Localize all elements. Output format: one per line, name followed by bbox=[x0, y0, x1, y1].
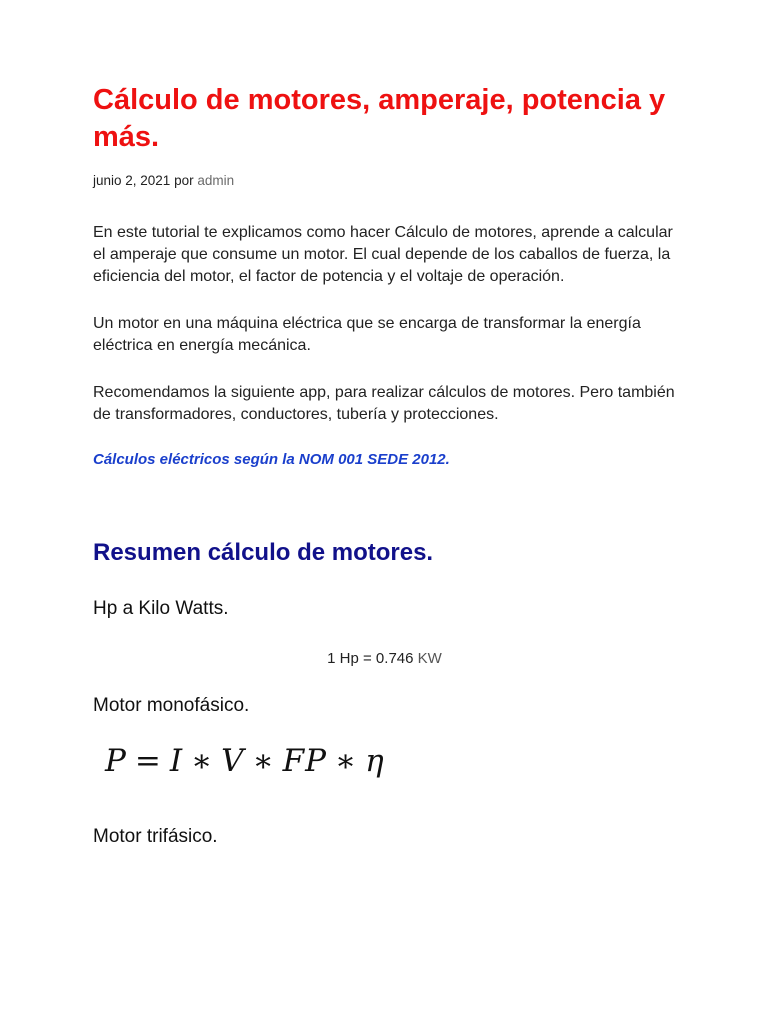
hp-to-kw-heading: Hp a Kilo Watts. bbox=[93, 598, 229, 619]
three-phase-heading: Motor trifásico. bbox=[93, 826, 218, 847]
single-phase-heading: Motor monofásico. bbox=[93, 695, 250, 716]
formula-p: P bbox=[105, 743, 127, 779]
author-link[interactable]: admin bbox=[197, 173, 235, 188]
hp-equation-unit: KW bbox=[417, 650, 442, 667]
formula-times-3: ∗ bbox=[335, 743, 358, 779]
motor-definition-paragraph: Un motor en una máquina eléctrica que se encarga de transformar la energía eléctrica en energía mecánica. bbox=[93, 315, 641, 354]
formula-fp: FP bbox=[282, 743, 328, 779]
app-link-text: Cálculos eléctricos según la NOM 001 SEDE 2012 bbox=[93, 451, 446, 468]
formula-i: I bbox=[169, 743, 184, 779]
single-phase-formula bbox=[93, 743, 676, 779]
intro-paragraph: En este tutorial te explicamos como hacer Cálculo de motores, aprende a calcular el amperaje que consume un motor. El cual depende de los caballos de fuerza, la eficiencia del motor, el factor de potencia y el voltaje de operación. bbox=[93, 224, 673, 285]
post-meta bbox=[93, 173, 676, 188]
hp-equation-value: 1 Hp = 0.746 bbox=[327, 650, 414, 667]
hp-to-kw-equation bbox=[93, 650, 676, 667]
app-recommendation-paragraph: Recomendamos la siguiente app, para realizar cálculos de motores. Pero también de transformadores, conductores, tubería y protecciones. bbox=[93, 384, 675, 423]
summary-heading: Resumen cálculo de motores. bbox=[93, 539, 434, 566]
post-date: junio 2, 2021 bbox=[93, 173, 171, 188]
app-link-suffix: . bbox=[445, 451, 450, 468]
formula-v: V bbox=[221, 743, 245, 779]
post-by: por bbox=[174, 173, 194, 188]
formula-equals: = bbox=[134, 743, 162, 779]
page-title: Cálculo de motores, amperaje, potencia y más. bbox=[93, 84, 666, 153]
app-link[interactable] bbox=[93, 451, 676, 468]
formula-times-2: ∗ bbox=[252, 743, 275, 779]
formula-times-1: ∗ bbox=[191, 743, 214, 779]
formula-eta: η bbox=[365, 743, 385, 779]
